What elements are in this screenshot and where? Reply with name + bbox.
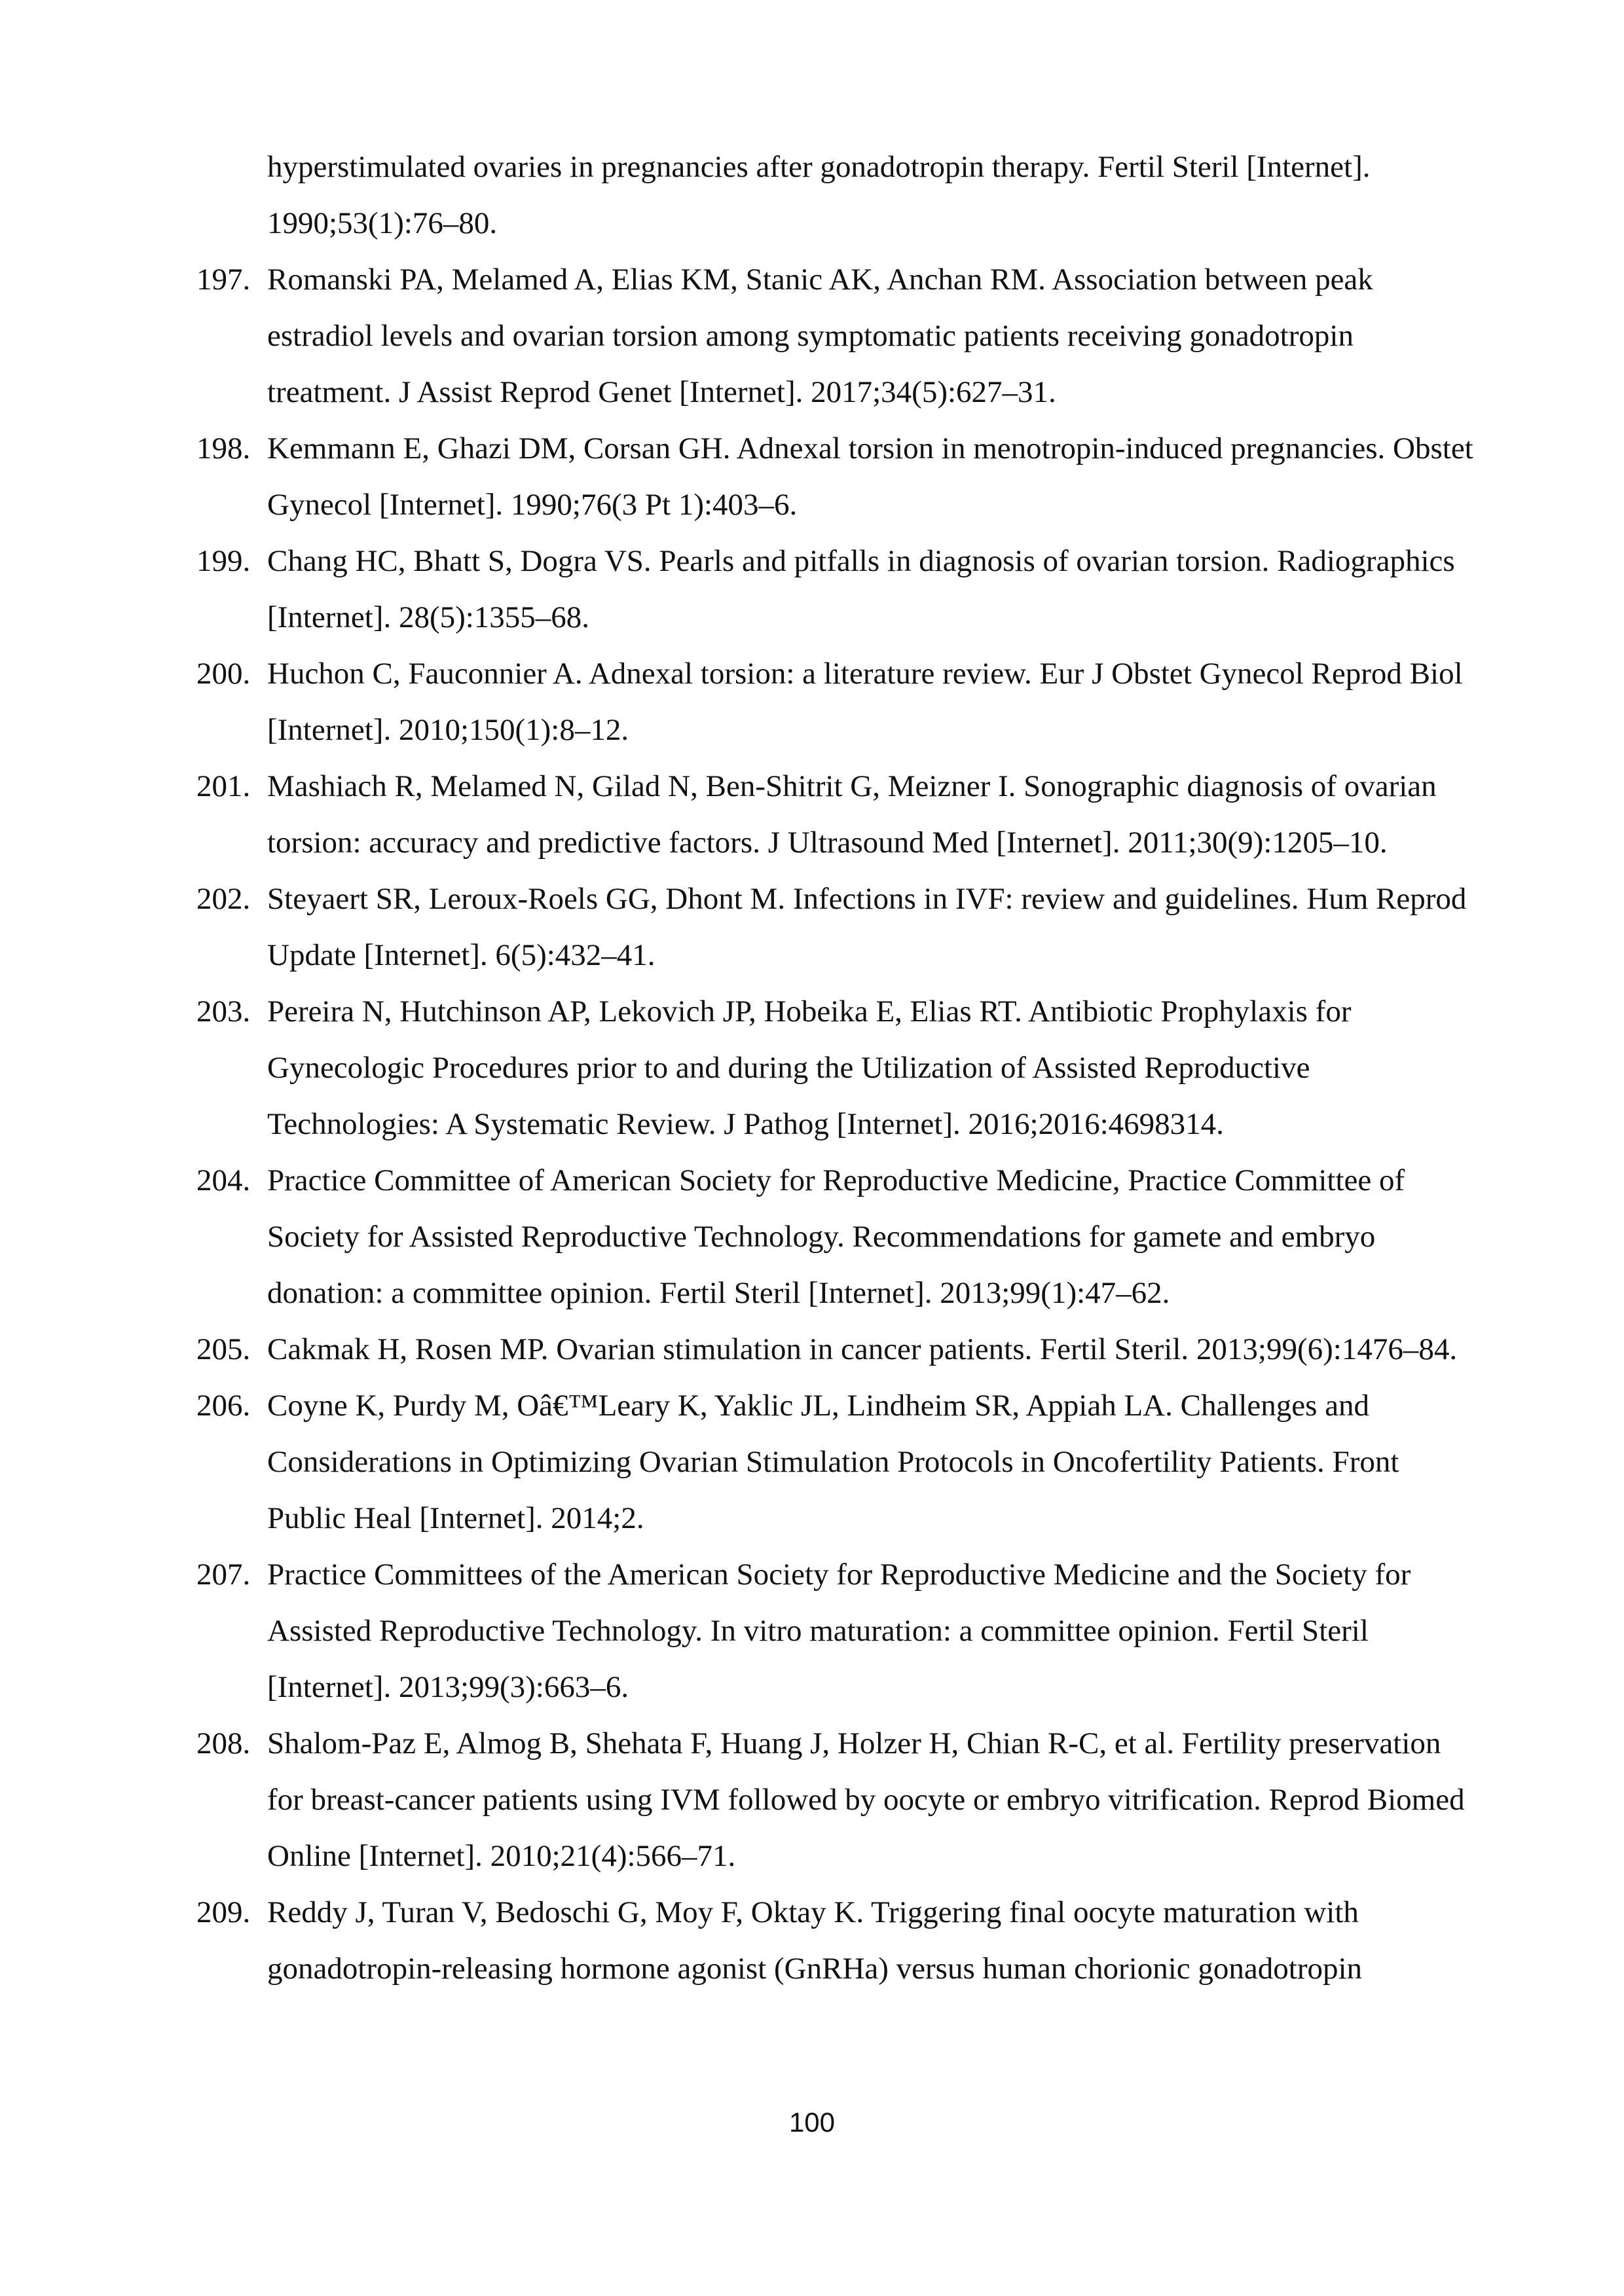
reference-item xyxy=(196,983,1480,1152)
reference-number: 197. xyxy=(196,263,251,297)
reference-item xyxy=(196,758,1480,871)
reference-text: Coyne K, Purdy M, Oâ€™Leary K, Yaklic JL, Lindheim SR, Appiah LA. Challenges and Considerations in Optimizing Ovarian Stimulation Protocols in Oncofertility Patients. Front Public Heal [Internet]. 2014;2. xyxy=(267,1389,1399,1535)
reference-item xyxy=(196,646,1480,758)
reference-number: 207. xyxy=(196,1558,251,1592)
reference-number: 199. xyxy=(196,544,251,578)
reference-number: 198. xyxy=(196,431,251,465)
reference-number: 206. xyxy=(196,1389,251,1423)
reference-text: Practice Committee of American Society for Reproductive Medicine, Practice Committee of Society for Assisted Reproductive Technology. Recommendations for gamete and embryo donation: a committee opinion. Fertil Steril [Internet]. 2013;99(1):47–62. xyxy=(267,1163,1405,1310)
reference-item xyxy=(196,1546,1480,1715)
reference-number: 205. xyxy=(196,1332,251,1366)
reference-number: 204. xyxy=(196,1163,251,1197)
page-number: 100 xyxy=(788,2107,836,2138)
reference-item xyxy=(196,420,1480,533)
reference-continuation xyxy=(196,139,1480,251)
reference-text: Mashiach R, Melamed N, Gilad N, Ben-Shitrit G, Meizner I. Sonographic diagnosis of ovarian torsion: accuracy and predictive factors. J Ultrasound Med [Internet]. 2011;30(9):1205–10. xyxy=(267,769,1437,860)
reference-item xyxy=(196,1321,1480,1377)
reference-text: Kemmann E, Ghazi DM, Corsan GH. Adnexal torsion in menotropin-induced pregnancies. Obstet Gynecol [Internet]. 1990;76(3 Pt 1):403–6. xyxy=(267,431,1473,522)
reference-item xyxy=(196,1715,1480,1884)
reference-text: Steyaert SR, Leroux-Roels GG, Dhont M. Infections in IVF: review and guidelines. Hum Reprod Update [Internet]. 6(5):432–41. xyxy=(267,882,1467,972)
reference-text: Shalom-Paz E, Almog B, Shehata F, Huang J, Holzer H, Chian R-C, et al. Fertility preservation for breast-cancer patients using IVM followed by oocyte or embryo vitrification. Reprod Biomed Online [Internet]. 2010;21(4):566–71. xyxy=(267,1726,1465,1873)
reference-item xyxy=(196,1152,1480,1321)
reference-number: 209. xyxy=(196,1895,251,1929)
reference-number: 208. xyxy=(196,1726,251,1760)
reference-number: 200. xyxy=(196,657,251,691)
reference-item xyxy=(196,533,1480,646)
reference-item xyxy=(196,871,1480,983)
reference-number: 201. xyxy=(196,769,251,803)
reference-text: Reddy J, Turan V, Bedoschi G, Moy F, Oktay K. Triggering final oocyte maturation with gonadotropin-releasing hormone agonist (GnRHa) versus human chorionic gonadotropin xyxy=(267,1895,1363,1986)
reference-item xyxy=(196,251,1480,420)
reference-item xyxy=(196,1884,1480,1997)
reference-number: 203. xyxy=(196,994,251,1029)
reference-text: Pereira N, Hutchinson AP, Lekovich JP, Hobeika E, Elias RT. Antibiotic Prophylaxis for Gynecologic Procedures prior to and during the Utilization of Assisted Reproductive Technologies: A Systematic Review. J Pathog [Internet]. 2016;2016:4698314. xyxy=(267,994,1352,1141)
reference-text: Huchon C, Fauconnier A. Adnexal torsion: a literature review. Eur J Obstet Gynecol Reprod Biol [Internet]. 2010;150(1):8–12. xyxy=(267,657,1463,747)
reference-item xyxy=(196,1377,1480,1546)
reference-list xyxy=(196,139,1480,1997)
reference-text: Chang HC, Bhatt S, Dogra VS. Pearls and pitfalls in diagnosis of ovarian torsion. Radiographics [Internet]. 28(5):1355–68. xyxy=(267,544,1455,634)
reference-number: 202. xyxy=(196,882,251,916)
reference-text: Practice Committees of the American Society for Reproductive Medicine and the Society for Assisted Reproductive Technology. In vitro maturation: a committee opinion. Fertil Steril [Internet]. 2013;99(3):663–6. xyxy=(267,1558,1411,1704)
reference-text: Romanski PA, Melamed A, Elias KM, Stanic AK, Anchan RM. Association between peak estradiol levels and ovarian torsion among symptomatic patients receiving gonadotropin treatment. J Assist Reprod Genet [Internet]. 2017;34(5):627–31. xyxy=(267,263,1373,409)
reference-text: hyperstimulated ovaries in pregnancies after gonadotropin therapy. Fertil Steril [Internet]. 1990;53(1):76–80. xyxy=(267,150,1371,240)
reference-text: Cakmak H, Rosen MP. Ovarian stimulation in cancer patients. Fertil Steril. 2013;99(6):1476–84. xyxy=(267,1332,1458,1366)
